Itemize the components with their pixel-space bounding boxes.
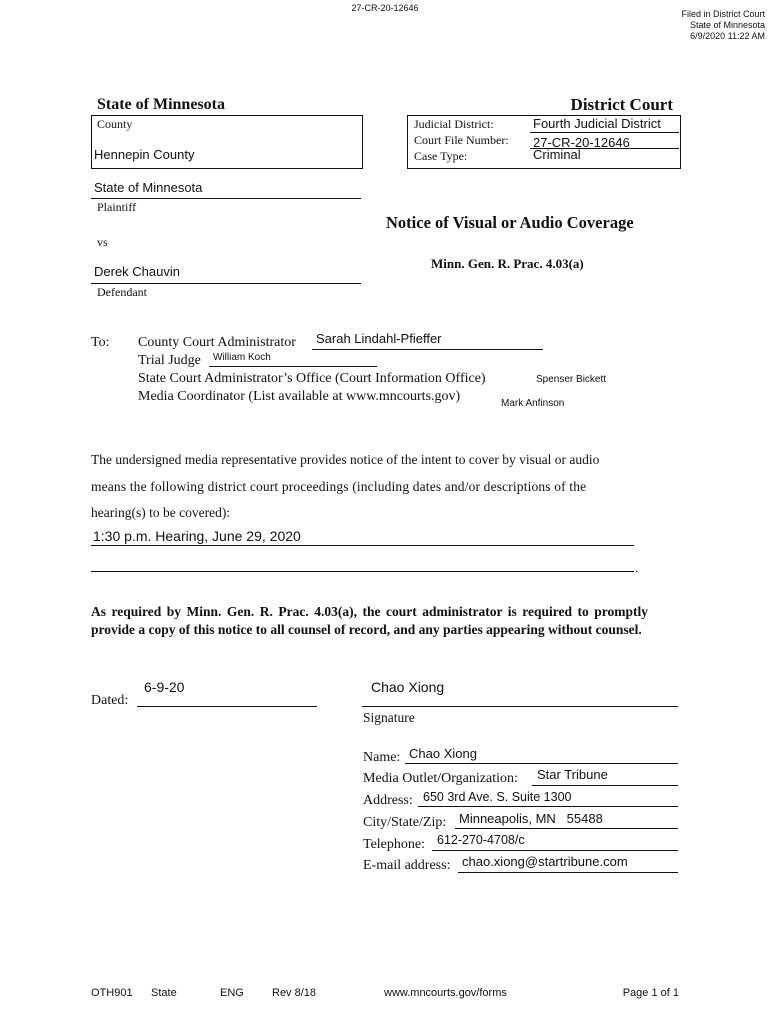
county-field[interactable]: Hennepin County bbox=[94, 147, 195, 162]
signature-underline bbox=[362, 706, 678, 707]
outlet-field[interactable]: Star Tribune bbox=[537, 767, 608, 782]
requirement-notice: As required by Minn. Gen. R. Prac. 4.03(a), the court administrator is required to promptly provide a copy of this notice to all counsel of record, and any parties appearing without counsel. bbox=[91, 604, 648, 637]
proceeding-underline-1 bbox=[91, 545, 634, 546]
footer-lang: ENG bbox=[220, 987, 244, 999]
city-label: City/State/Zip: bbox=[363, 815, 447, 830]
notice-title: Notice of Visual or Audio Coverage bbox=[386, 213, 634, 232]
filed-stamp-line2: State of Minnesota bbox=[689, 20, 765, 30]
case-type-label: Case Type: bbox=[414, 149, 468, 163]
name-field[interactable]: Chao Xiong bbox=[409, 746, 477, 761]
defendant-underline bbox=[91, 283, 361, 284]
dated-underline bbox=[137, 706, 317, 707]
court-file-field[interactable]: 27-CR-20-12646 bbox=[533, 135, 630, 150]
county-label: County bbox=[97, 117, 133, 131]
address-underline bbox=[418, 806, 678, 807]
filed-stamp bbox=[681, 9, 765, 42]
top-file-number: 27-CR-20-12646 bbox=[351, 3, 419, 13]
outlet-underline bbox=[532, 785, 678, 786]
phone-field[interactable]: 612-270-4708/c bbox=[437, 833, 525, 847]
body-line-3: hearing(s) to be covered): bbox=[91, 505, 231, 520]
dated-label: Dated: bbox=[91, 693, 129, 708]
judicial-district-label: Judicial District: bbox=[414, 117, 494, 131]
phone-underline bbox=[432, 850, 678, 851]
admin-label: County Court Administrator bbox=[138, 335, 296, 350]
city-field[interactable]: Minneapolis, MN 55488 bbox=[459, 811, 603, 826]
city-underline bbox=[455, 828, 678, 829]
name-underline bbox=[405, 763, 678, 764]
court-file-label: Court File Number: bbox=[414, 133, 509, 147]
signature-field[interactable]: Chao Xiong bbox=[371, 679, 445, 695]
plaintiff-field[interactable]: State of Minnesota bbox=[94, 180, 203, 195]
outlet-label: Media Outlet/Organization: bbox=[363, 771, 518, 786]
phone-label: Telephone: bbox=[363, 837, 425, 852]
address-field[interactable]: 650 3rd Ave. S. Suite 1300 bbox=[423, 790, 572, 804]
defendant-label: Defendant bbox=[97, 285, 147, 299]
media-coordinator-field[interactable]: Mark Anfinson bbox=[501, 398, 565, 409]
email-underline bbox=[458, 872, 678, 873]
footer-url[interactable]: www.mncourts.gov/forms bbox=[384, 987, 507, 999]
state-title: State of Minnesota bbox=[97, 96, 225, 113]
defendant-field[interactable]: Derek Chauvin bbox=[94, 264, 180, 279]
email-label: E-mail address: bbox=[363, 858, 451, 873]
filed-stamp-line3: 6/9/2020 11:22 AM bbox=[690, 31, 765, 41]
footer-rev: Rev 8/18 bbox=[272, 987, 317, 999]
name-label: Name: bbox=[363, 750, 401, 765]
proceeding-underline-2 bbox=[91, 571, 634, 572]
admin-field[interactable]: Sarah Lindahl-Pfieffer bbox=[316, 331, 442, 346]
state-office-field[interactable]: Spenser Bickett bbox=[536, 374, 607, 385]
admin-underline bbox=[312, 349, 543, 350]
email-field[interactable]: chao.xiong@startribune.com bbox=[462, 854, 628, 869]
judge-field[interactable]: William Koch bbox=[213, 352, 271, 363]
footer-page-number: Page 1 of 1 bbox=[622, 987, 679, 999]
court-title: District Court bbox=[570, 95, 673, 114]
signature-label: Signature bbox=[363, 710, 415, 725]
footer-form-code: OTH901 bbox=[91, 987, 133, 999]
judicial-district-field[interactable]: Fourth Judicial District bbox=[533, 116, 661, 131]
plaintiff-label: Plaintiff bbox=[97, 200, 137, 214]
plaintiff-underline bbox=[91, 198, 361, 199]
address-label: Address: bbox=[363, 793, 413, 808]
proceeding-period: . bbox=[635, 560, 639, 575]
footer-state: State bbox=[151, 987, 177, 999]
state-office-label: State Court Administrator’s Office (Court Information Office) bbox=[138, 371, 486, 386]
filed-stamp-line1: Filed in District Court bbox=[681, 9, 765, 19]
vs-label: vs bbox=[97, 235, 108, 249]
proceeding-field[interactable]: 1:30 p.m. Hearing, June 29, 2020 bbox=[93, 528, 301, 544]
judge-underline bbox=[209, 366, 377, 367]
judge-label: Trial Judge bbox=[138, 353, 201, 368]
media-coordinator-label: Media Coordinator (List available at www.mncourts.gov) bbox=[138, 389, 461, 404]
judicial-district-underline bbox=[530, 132, 679, 133]
case-type-field[interactable]: Criminal bbox=[533, 147, 581, 162]
dated-field[interactable]: 6-9-20 bbox=[144, 679, 185, 695]
body-line-1: The undersigned media representative provides notice of the intent to cover by visual or audio bbox=[91, 452, 600, 467]
to-label: To: bbox=[91, 335, 110, 350]
notice-rule: Minn. Gen. R. Prac. 4.03(a) bbox=[431, 256, 584, 271]
body-line-2: means the following district court proceedings (including dates and/or descriptions of the bbox=[91, 479, 587, 494]
